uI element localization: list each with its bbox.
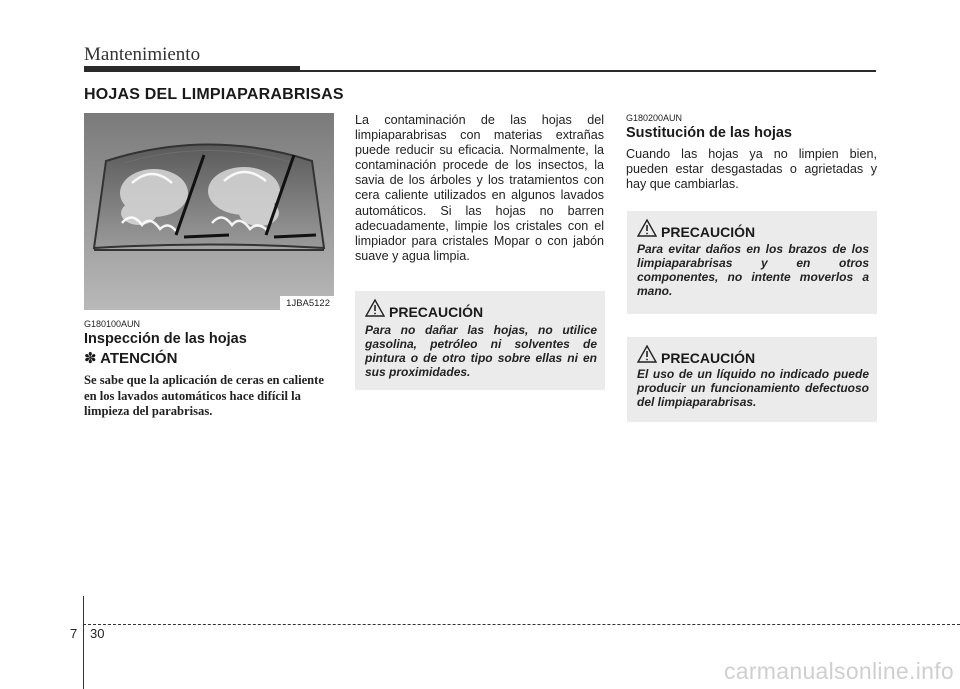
windshield-drawing: [84, 113, 334, 310]
replacement-text: Cuando las hojas ya no limpien bien, pueden estar desgastadas o agrietadas y hay que cambiarlas.: [626, 147, 877, 192]
warning-icon: [365, 299, 385, 317]
caution-box-solvents: [355, 291, 605, 390]
caution-title: PRECAUCIÓN: [661, 224, 756, 240]
footer-dashed-rule: [83, 624, 960, 625]
caution-text: Para evitar daños en los brazos de los limpiaparabrisas y en otros componentes, no intente moverlos a mano.: [637, 242, 869, 298]
watermark: carmanualsonline.info: [723, 658, 954, 684]
header-bar-thick: [84, 66, 300, 72]
caution-header: [637, 219, 756, 241]
warning-icon: [637, 345, 657, 363]
contamination-text: La contaminación de las hojas del limpiaparabrisas con materias extrañas puede reducir su eficacia. Normalmente, la contaminación procede de los insectos, la savia de los árboles y los tratamientos con cera caliente utilizados en algunos lavados automáticos. Si las hojas no barren adecuadamente, limpie los cristales con el limpiador para cristales Mopar o con jabón suave y agua limpia.: [355, 113, 604, 263]
attention-title: ✽ ATENCIÓN: [84, 350, 178, 367]
caution-header: [637, 345, 756, 367]
chapter-number: 7: [70, 626, 78, 641]
caution-box-wiper-arms: [627, 211, 877, 314]
section-code-right: G180200AUN: [626, 113, 683, 123]
caution-title: PRECAUCIÓN: [661, 350, 756, 366]
caution-header: [365, 299, 484, 321]
replacement-heading: Sustitución de las hojas: [626, 125, 792, 141]
page-number: 30: [90, 626, 105, 641]
section-code-left: G180100AUN: [84, 319, 141, 329]
section-title: HOJAS DEL LIMPIAPARABRISAS: [84, 86, 344, 103]
attention-text: Se sabe que la aplicación de ceras en caliente en los lavados automáticos hace difícil la limpieza del parabrisas.: [84, 373, 324, 418]
caution-box-fluid: [627, 337, 877, 422]
header-title: Mantenimiento: [84, 44, 201, 65]
caution-text: Para no dañar las hojas, no utilice gasolina, petróleo ni solventes de pintura o de otro tipo sobre ellas ni en sus proximidades.: [365, 323, 597, 379]
header-bar-thin: [300, 70, 876, 72]
caution-title: PRECAUCIÓN: [389, 304, 484, 320]
windshield-wiper-illustration: [84, 113, 334, 310]
warning-icon: [637, 219, 657, 237]
figure-code: 1JBA5122: [280, 296, 334, 310]
caution-text: El uso de un líquido no indicado puede producir un funcionamiento defectuoso del limpiaparabrisas.: [637, 367, 869, 409]
footer-vertical-rule: [83, 596, 84, 689]
inspection-heading: Inspección de las hojas: [84, 331, 247, 347]
